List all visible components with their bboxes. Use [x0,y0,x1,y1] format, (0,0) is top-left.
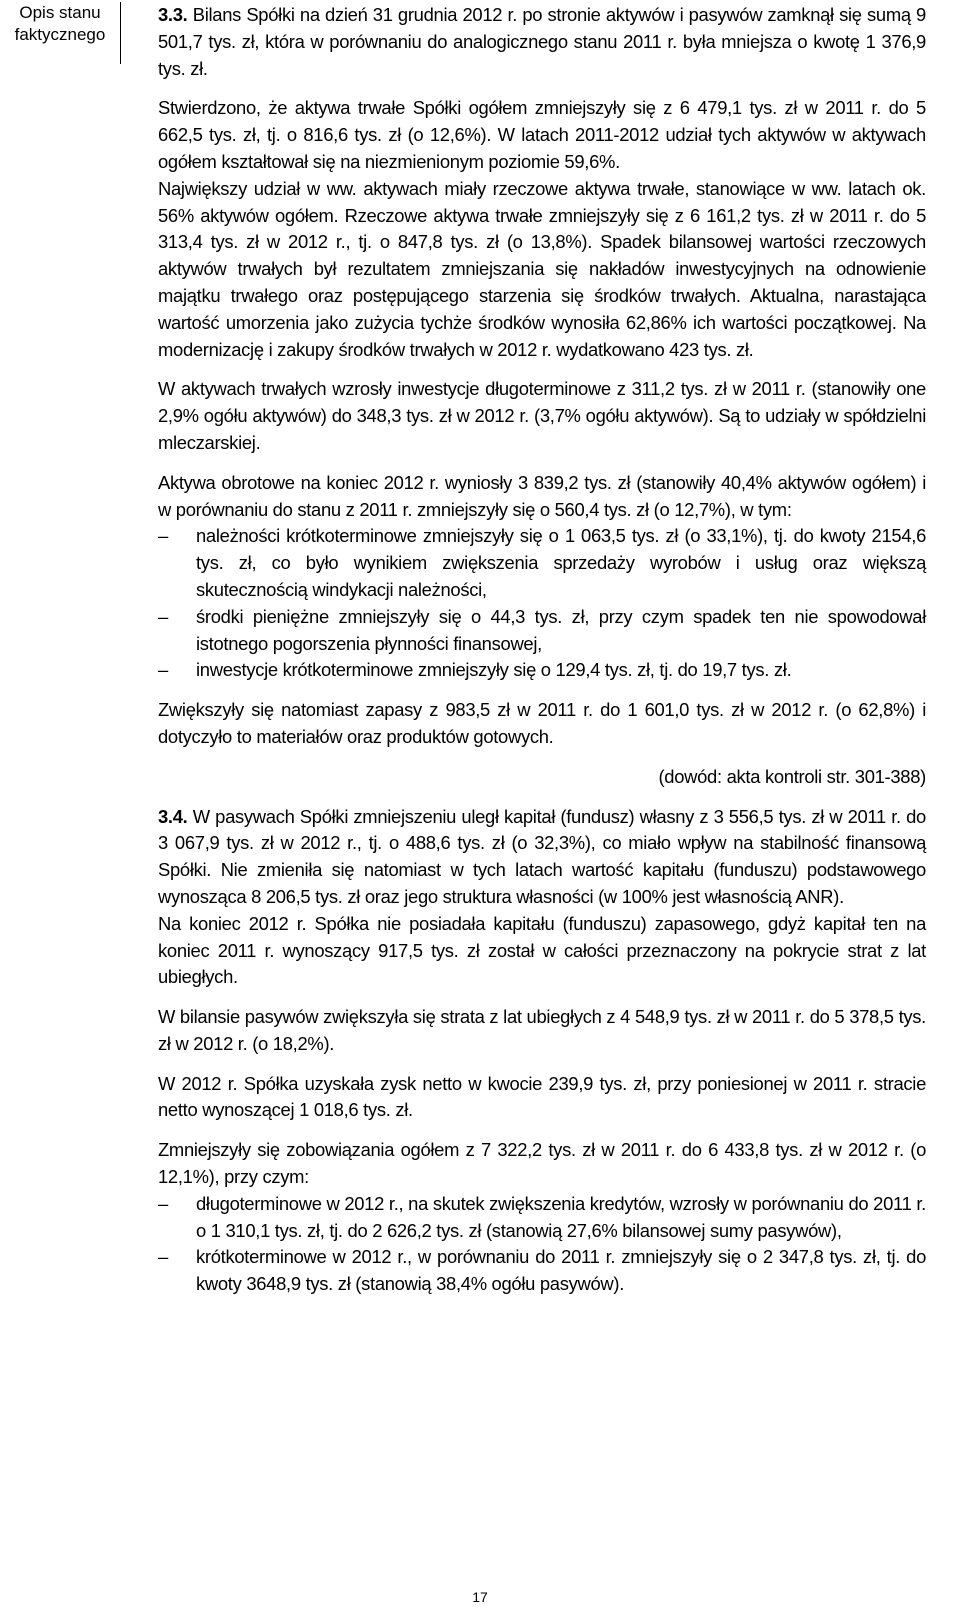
side-label-line1: Opis stanu [19,3,101,22]
side-label-line2: faktycznego [14,25,106,44]
dash-bullet: – [158,1192,168,1214]
list-item: – krótkoterminowe w 2012 r., w porównaniu do 2011 r. zmniejszyły się o 2 347,8 tys. zł, tj. do kwoty 3648,9 tys. zł (stanowią 38,4% ogółu pasywów). [158,1246,926,1295]
section-number: 3.4. [158,805,188,827]
section-3-3-paragraph-5: Aktywa obrotowe na koniec 2012 r. wyniosły 3 839,2 tys. zł (stanowiły 40,4% aktywów ogółem) i w porównaniu do stanu z 2011 r. zmniejszyły się o 560,4 tys. zł (o 12,7%), w tym: [158,471,926,520]
list-item: – należności krótkoterminowe zmniejszyły się o 1 063,5 tys. zł (o 33,1%), tj. do kwoty 2154,6 tys. zł, co było wynikiem zwiększenia sprzedaży wyrobów i usług oraz większą skutecznością windykacji należności, [158,525,926,600]
section-number: 3.3. [158,4,188,25]
section-3-3-paragraph-6: Zwiększyły się natomiast zapasy z 983,5 zł w 2011 r. do 1 601,0 tys. zł w 2012 r. (o 62,8%) i dotyczyło to materiałów oraz produktów gotowych. [158,699,926,747]
dash-bullet: – [158,605,168,627]
dash-bullet: – [158,525,168,547]
section-3-3-paragraph-3: Największy udział w ww. aktywach miały rzeczowe aktywa trwałe, stanowiące w ww. latach ok. 56% aktywów ogółem. Rzeczowe aktywa trwałe zmniejszyły się z 6 161,2 tys. zł w 2011 r. do 5 313,4 tys. zł w 2012 r., tj. o 847,8 tys. zł (o 13,8%). Spadek bilansowej wartości rzeczowych aktywów trwałych był rezultatem zmniejszania się nakładów inwestycyjnych na odnowienie majątku trwałego oraz postępującego starzenia się środków trwałych. Aktualna, narastająca wartość umorzenia jako zużycia tychże środków wynosiła 62,86% ich wartości początkowej. Na modernizację i zakupy środków trwałych w 2012 r. wydatkowano 423 tys. zł. [158,177,926,360]
section-3-3-paragraph-1 [158,2,926,82]
paragraph-text: W pasywach Spółki zmniejszeniu uległ kapitał (fundusz) własny z 3 556,5 tys. zł w 2011 r. do 3 067,9 tys. zł w 2012 r., tj. o 488,6 tys. zł (o 32,3%), co miało wpływ na stabilność finansową Spółki. Nie zmieniła się natomiast w tych latach wartość kapitału (funduszu) podstawowego wynosząca 8 206,5 tys. zł oraz jego struktura własności (w 100% jest własnością ANR). [158,805,926,907]
paragraph-text: Bilans Spółki na dzień 31 grudnia 2012 r. po stronie aktywów i pasywów zamknął się sumą 9 501,7 tys. zł, która w porównaniu do analogicznego stanu 2011 r. była mniejsza o kwotę 1 376,9 tys. zł. [158,4,926,79]
page-number: 17 [472,1589,488,1605]
section-3-3-paragraph-2: Stwierdzono, że aktywa trwałe Spółki ogółem zmniejszyły się z 6 479,1 tys. zł w 2011 r. do 5 662,5 tys. zł, tj. o 816,6 tys. zł (o 12,6%). W latach 2011-2012 udział tych aktywów w aktywach ogółem kształtował się na niezmienionym poziomie 59,6%. [158,97,926,172]
list-item: – inwestycje krótkoterminowe zmniejszyły się o 129,4 tys. zł, tj. do 19,7 tys. zł. [158,657,926,684]
evidence-reference: (dowód: akta kontroli str. 301-388) [658,765,926,787]
dash-bullet: – [158,1246,168,1268]
section-3-4-paragraph-1 [158,804,926,911]
list-item: – środki pieniężne zmniejszyły się o 44,3 tys. zł, przy czym spadek ten nie spowodował istotnego pogorszenia płynności finansowej, [158,605,926,654]
section-3-4-paragraph-4: W 2012 r. Spółka uzyskała zysk netto w kwocie 239,9 tys. zł, przy poniesionej w 2011 r. stracie netto wynoszącej 1 018,6 tys. zł. [158,1072,926,1121]
section-3-4-paragraph-5: Zmniejszyły się zobowiązania ogółem z 7 322,2 tys. zł w 2011 r. do 6 433,8 tys. zł w 2012 r. (o 12,1%), przy czym: [158,1139,926,1188]
document-body [158,2,926,1298]
section-3-3-paragraph-4: W aktywach trwałych wzrosły inwestycje długoterminowe z 311,2 tys. zł w 2011 r. (stanowiły one 2,9% ogółu aktywów) do 348,3 tys. zł w 2012 r. (3,7% ogółu aktywów). Są to udziały w spółdzielni mleczarskiej. [158,378,926,453]
section-3-4-paragraph-3: W bilansie pasywów zwiększyła się strata z lat ubiegłych z 4 548,9 tys. zł w 2011 r. do 5 378,5 tys. zł w 2012 r. (o 18,2%). [158,1006,926,1054]
current-assets-list [158,523,926,684]
side-label [0,2,121,64]
liabilities-list [158,1191,926,1298]
dash-bullet: – [158,659,168,681]
list-item: – długoterminowe w 2012 r., na skutek zwiększenia kredytów, wzrosły w porównaniu do 2011 r. o 1 310,1 tys. zł, tj. do 2 626,2 tys. zł (stanowią 27,6% bilansowej sumy pasywów), [158,1192,926,1241]
section-3-4-paragraph-2: Na koniec 2012 r. Spółka nie posiadała kapitału (funduszu) zapasowego, gdyż kapitał ten na koniec 2011 r. wynoszący 917,5 tys. zł został w całości przeznaczony na pokrycie strat z lat ubiegłych. [158,912,926,988]
